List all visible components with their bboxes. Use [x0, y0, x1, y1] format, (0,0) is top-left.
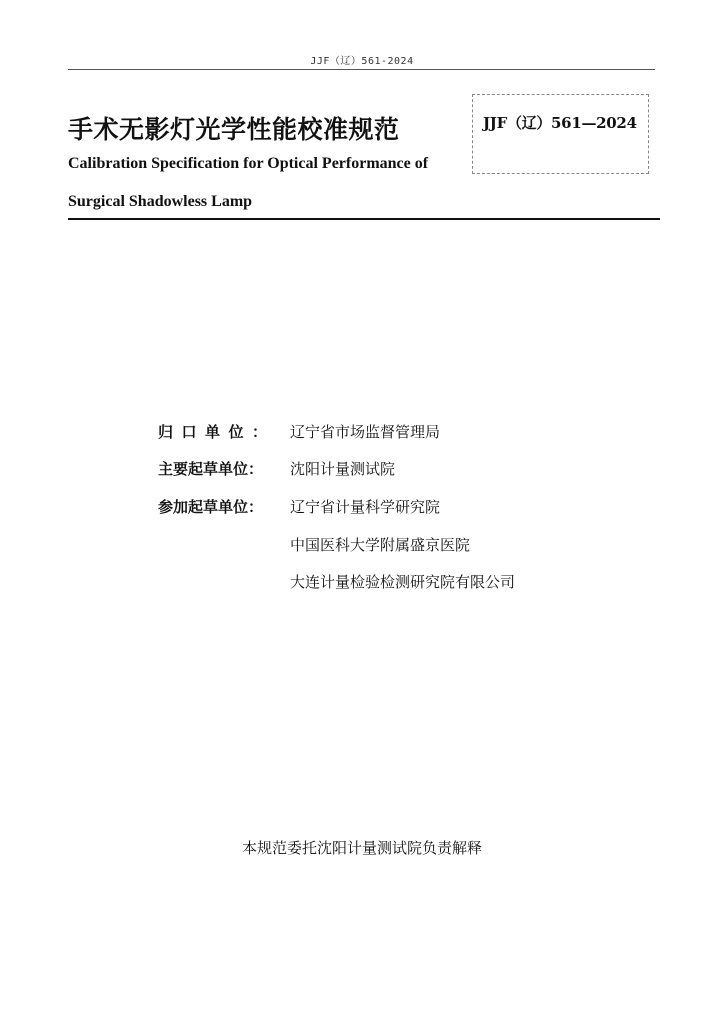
document-code: JJF（辽）561—2024 — [483, 114, 637, 132]
header-rule — [68, 69, 655, 70]
participant-item: 辽宁省计量科学研究院 — [290, 498, 441, 516]
participant-item: 中国医科大学附属盛京医院 — [290, 536, 471, 554]
interpretation-note: 本规范委托沈阳计量测试院负责解释 — [241, 839, 482, 857]
title-english-line1: Calibration Specification for Optical Performance of — [68, 155, 429, 172]
drafter-value: 沈阳计量测试院 — [290, 460, 396, 478]
drafter-label: 主要起草单位： — [158, 460, 264, 478]
running-header: JJF（辽）561-2024 — [310, 56, 414, 67]
authority-value: 辽宁省市场监督管理局 — [290, 423, 441, 441]
document-code-box — [472, 94, 649, 174]
title-english-line2: Surgical Shadowless Lamp — [68, 193, 253, 210]
participants-label: 参加起草单位： — [158, 498, 264, 516]
title-chinese: 手术无影灯光学性能校准规范 — [68, 115, 400, 144]
participant-item: 大连计量检验检测研究院有限公司 — [290, 573, 516, 591]
title-rule — [68, 218, 660, 220]
authority-label: 归口单位： — [158, 423, 276, 441]
